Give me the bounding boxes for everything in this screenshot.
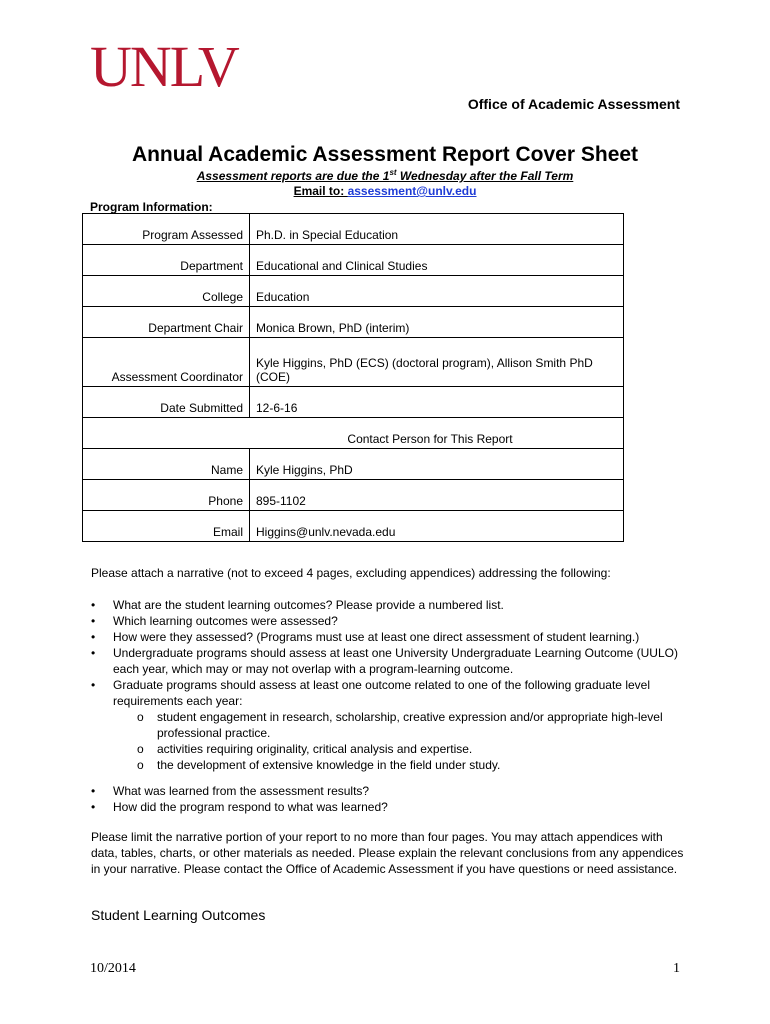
email-label: Email to: <box>293 184 348 198</box>
row-label: Email <box>83 511 250 542</box>
closing-paragraph: Please limit the narrative portion of your report to no more than four pages. You may attach appendices with data, tables, charts, or other materials as needed. Please explain the relevant conclusions from any appendices in your narrative. Please contact the Office of Academic Assessment if you have questions or need assistance. <box>91 830 684 876</box>
list-item: • Undergraduate programs should assess at least one University Undergraduate Learning Outcome (UULO) each year, which may or may not overlap with a program-learning outcome. <box>91 645 685 677</box>
list-item: • Which learning outcomes were assessed? <box>91 613 685 629</box>
row-label: Program Assessed <box>83 214 250 245</box>
table-row <box>83 338 624 387</box>
row-value: Kyle Higgins, PhD (ECS) (doctoral program), Allison Smith PhD (COE) <box>250 338 624 387</box>
table-row <box>83 307 624 338</box>
results-list <box>91 783 685 815</box>
row-value: 895-1102 <box>250 480 624 511</box>
list-item: • How were they assessed? (Programs must use at least one direct assessment of student learning.) <box>91 629 685 645</box>
table-row <box>83 449 624 480</box>
email-notice <box>0 184 770 198</box>
row-label: Assessment Coordinator <box>83 338 250 387</box>
due-notice-post: Wednesday after the Fall Term <box>396 169 574 183</box>
table-row <box>83 387 624 418</box>
row-value: Monica Brown, PhD (interim) <box>250 307 624 338</box>
contact-email[interactable]: Higgins@unlv.nevada.edu <box>250 511 624 542</box>
office-name: Office of Academic Assessment <box>467 96 680 112</box>
table-row <box>83 480 624 511</box>
assessment-email-link[interactable]: assessment@unlv.edu <box>347 184 477 198</box>
row-label: Department Chair <box>83 307 250 338</box>
row-label: Phone <box>83 480 250 511</box>
sub-list <box>113 709 685 773</box>
row-value: Kyle Higgins, PhD <box>250 449 624 480</box>
due-notice-sup: st <box>389 168 397 177</box>
narrative-intro: Please attach a narrative (not to exceed 4 pages, excluding appendices) addressing the following: <box>91 566 611 580</box>
row-value: Education <box>250 276 624 307</box>
list-item: • How did the program respond to what was learned? <box>91 799 685 815</box>
sub-list-item: o activities requiring originality, critical analysis and expertise. <box>157 741 685 757</box>
table-row <box>83 511 624 542</box>
table-row <box>83 418 624 449</box>
program-info-table <box>82 213 624 542</box>
row-value: 12-6-16 <box>250 387 624 418</box>
program-info-heading: Program Information: <box>90 200 213 214</box>
row-label: College <box>83 276 250 307</box>
row-label: Department <box>83 245 250 276</box>
list-item: • What was learned from the assessment results? <box>91 783 685 799</box>
list-item: • What are the student learning outcomes? Please provide a numbered list. <box>91 597 685 613</box>
footer-date: 10/2014 <box>90 961 136 976</box>
table-row <box>83 245 624 276</box>
sub-list-item: o student engagement in research, scholarship, creative expression and/or appropriate high-level professional practice. <box>157 709 685 741</box>
row-value: Educational and Clinical Studies <box>250 245 624 276</box>
row-label: Date Submitted <box>83 387 250 418</box>
row-label: Name <box>83 449 250 480</box>
contact-heading: Contact Person for This Report <box>83 418 624 449</box>
sub-list-item: o the development of extensive knowledge in the field under study. <box>157 757 685 773</box>
list-item-text: Graduate programs should assess at least one outcome related to one of the following graduate level requirements each year: <box>113 678 650 708</box>
row-value: Ph.D. in Special Education <box>250 214 624 245</box>
requirements-list <box>91 597 685 773</box>
section-heading: Student Learning Outcomes <box>91 907 266 923</box>
page-title: Annual Academic Assessment Report Cover Sheet <box>131 143 639 166</box>
page-number: 1 <box>673 961 680 976</box>
table-row <box>83 214 624 245</box>
due-notice <box>0 169 770 183</box>
unlv-logo: UNLV <box>90 34 238 99</box>
due-notice-pre: Assessment reports are due the 1 <box>196 169 390 183</box>
table-row <box>83 276 624 307</box>
list-item <box>91 677 685 773</box>
